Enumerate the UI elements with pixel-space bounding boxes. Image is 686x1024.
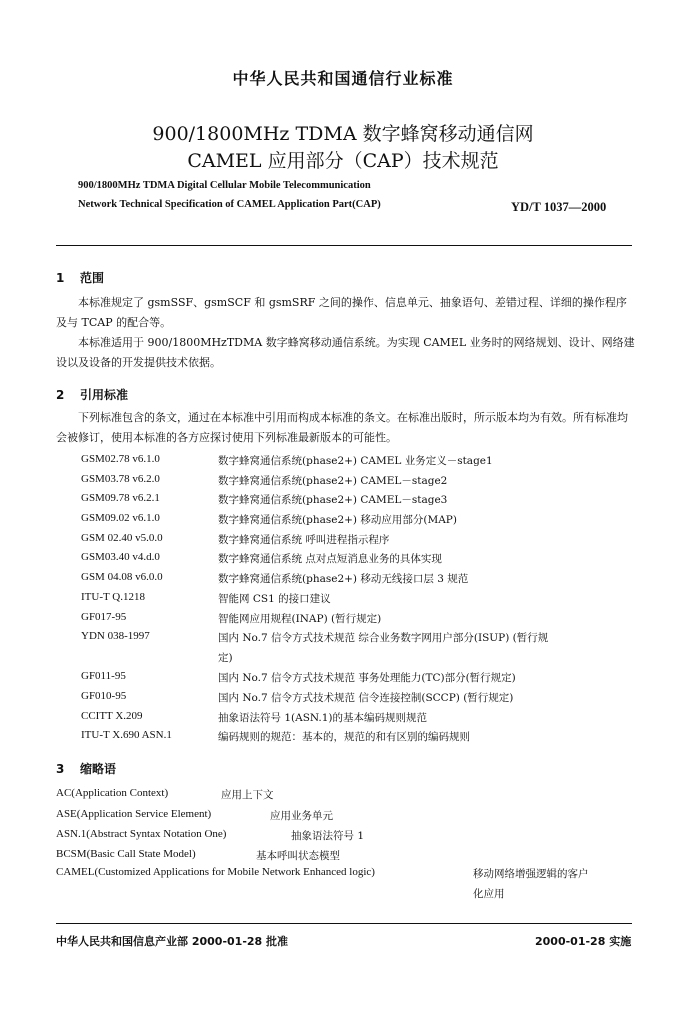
abbreviation-meaning-continued: 化应用	[473, 888, 505, 900]
abbreviation-term: CAMEL(Customized Applications for Mobile Network Enhanced logic)	[56, 866, 375, 878]
title-en-line1: 900/1800MHz TDMA Digital Cellular Mobile Telecommunication	[78, 180, 371, 191]
paragraph: 本标准适用于 900/1800MHzTDMA 数字蜂窝移动通信系统。为实现 CAMEL 业务时的网络规划、设计、网络建设以及设备的开发提供技术依据。	[56, 336, 635, 369]
reference-code: CCITT X.209	[81, 710, 143, 722]
approval-note: 中华人民共和国信息产业部 2000-01-28 批准	[56, 935, 289, 948]
reference-code: GSM02.78 v6.1.0	[81, 453, 160, 465]
standard-number: YD/T 1037—2000	[511, 200, 607, 214]
reference-code: GF010-95	[81, 690, 127, 702]
section-number: 1	[56, 271, 65, 285]
reference-title: 数字蜂窝通信系统 点对点短消息业务的具体实现	[218, 553, 442, 565]
reference-code: GSM09.78 v6.2.1	[81, 492, 160, 504]
reference-title: 国内 No.7 信令方式技术规范 信令连接控制(SCCP) (暂行规定)	[218, 692, 514, 704]
industry-standard-label: 中华人民共和国通信行业标准	[232, 69, 454, 88]
reference-title: 数字蜂窝通信系统(phase2+) 移动应用部分(MAP)	[218, 514, 457, 526]
section-title: 范围	[80, 271, 105, 285]
reference-code: GF017-95	[81, 611, 127, 623]
reference-code: GSM 04.08 v6.0.0	[81, 571, 163, 583]
reference-code: GF011-95	[81, 670, 126, 682]
paragraph: 下列标准包含的条文，通过在本标准中引用而构成本标准的条文。在标准出版时，所示版本均为有效。所有标准均会被修订，使用本标准的各方应探讨使用下列标准最新版本的可能性。	[56, 411, 628, 444]
title-en-line2: Network Technical Specification of CAMEL Application Part(CAP)	[78, 199, 381, 210]
abbreviation-meaning: 应用上下文	[221, 789, 274, 801]
scope-body	[56, 293, 636, 373]
reference-code: GSM03.40 v4.d.0	[81, 551, 160, 563]
reference-title: 智能网应用规程(INAP) (暂行规定)	[218, 613, 382, 625]
reference-title: 国内 No.7 信令方式技术规范 事务处理能力(TC)部分(暂行规定)	[218, 672, 516, 684]
reference-code: GSM 02.40 v5.0.0	[81, 532, 163, 544]
reference-title: 编码规则的规范：基本的，规范的和有区别的编码规则	[218, 731, 470, 743]
abbreviation-term: AC(Application Context)	[56, 787, 169, 799]
references-intro	[56, 408, 636, 448]
reference-title: 国内 No.7 信令方式技术规范 综合业务数字网用户部分(ISUP) (暂行规	[218, 632, 549, 644]
reference-title: 智能网 CS1 的接口建议	[218, 593, 331, 605]
paragraph: 本标准规定了 gsmSSF、gsmSCF 和 gsmSRF 之间的操作、信息单元、抽象语句、差错过程、详细的操作程序及与 TCAP 的配合等。	[56, 296, 627, 329]
title-zh-line2: CAMEL 应用部分（CAP）技术规范	[187, 150, 499, 172]
section-heading-abbreviations	[56, 760, 116, 777]
section-number: 2	[56, 388, 65, 402]
reference-title: 数字蜂窝通信系统(phase2+) CAMEL－stage3	[218, 494, 448, 506]
abbreviation-meaning: 移动网络增强逻辑的客户	[473, 868, 589, 880]
reference-code: ITU-T X.690 ASN.1	[81, 729, 172, 741]
title-zh-line1: 900/1800MHz TDMA 数字蜂窝移动通信网	[152, 123, 534, 145]
footer-divider	[56, 923, 632, 924]
reference-title: 数字蜂窝通信系统(phase2+) CAMEL 业务定义－stage1	[218, 455, 493, 467]
reference-title-continued: 定)	[218, 652, 233, 664]
abbreviation-meaning: 应用业务单元	[270, 810, 333, 822]
reference-title: 数字蜂窝通信系统 呼叫进程指示程序	[218, 534, 390, 546]
section-number: 3	[56, 762, 65, 776]
abbreviation-term: ASE(Application Service Element)	[56, 808, 212, 820]
abbreviation-meaning: 基本呼叫状态模型	[256, 850, 340, 862]
abbreviation-term: ASN.1(Abstract Syntax Notation One)	[56, 828, 227, 840]
abbreviation-meaning: 抽象语法符号 1	[291, 830, 365, 842]
reference-code: GSM03.78 v6.2.0	[81, 473, 160, 485]
section-title: 缩略语	[80, 762, 117, 776]
reference-code: GSM09.02 v6.1.0	[81, 512, 160, 524]
abbreviation-term: BCSM(Basic Call State Model)	[56, 848, 196, 860]
header-divider	[56, 245, 632, 246]
implementation-date: 2000-01-28 实施	[535, 935, 632, 948]
section-heading-scope	[56, 269, 104, 286]
reference-title: 抽象语法符号 1(ASN.1)的基本编码规则规范	[218, 712, 428, 724]
reference-title: 数字蜂窝通信系统(phase2+) 移动无线接口层 3 规范	[218, 573, 469, 585]
reference-title: 数字蜂窝通信系统(phase2+) CAMEL－stage2	[218, 475, 448, 487]
reference-code: ITU-T Q.1218	[81, 591, 145, 603]
reference-code: YDN 038-1997	[81, 630, 150, 642]
section-title: 引用标准	[80, 388, 129, 402]
section-heading-references	[56, 386, 128, 403]
